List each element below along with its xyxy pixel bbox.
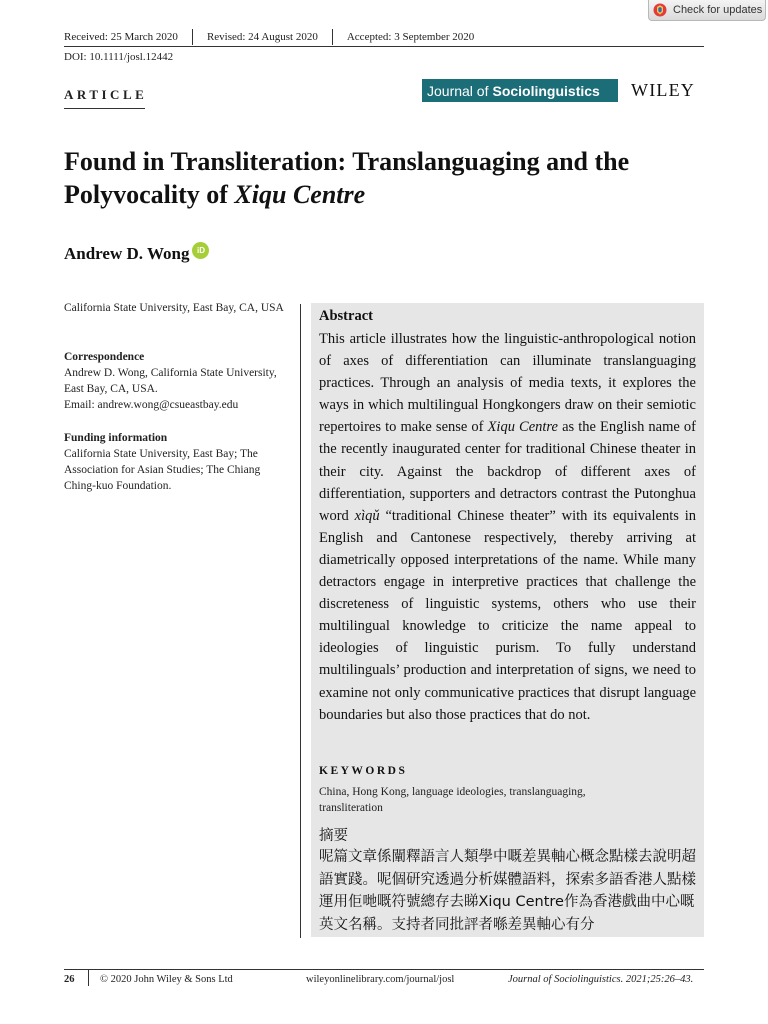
divider (192, 29, 193, 45)
revised-date: Revised: 24 August 2020 (206, 31, 318, 43)
abstract-italic: Xiqu Centre (487, 419, 558, 436)
divider (332, 29, 333, 45)
page-number: 26 (64, 974, 75, 985)
section-label: ARTICLE (64, 87, 148, 102)
column-divider (300, 304, 301, 938)
journal-url[interactable]: wileyonlinelibrary.com/journal/josl (306, 974, 455, 985)
funding-heading: Funding information (64, 432, 168, 444)
keywords-text: China, Hong Kong, language ideologies, translanguaging, transliteration (319, 786, 586, 814)
affiliation-text: California State University, East Bay, CA, USA (64, 302, 284, 314)
correspondence (64, 349, 286, 413)
title-line-2: Polyvocality of (64, 180, 235, 209)
funding-information (64, 430, 286, 494)
author (64, 244, 209, 264)
abstract-segment: as the English name of the recently inaugurated center for traditional Chinese theater in their city. Against the backdrop of different axes of differentiation, supporters and detractors contrast the Putonghua word (319, 419, 696, 524)
received-date: Received: 25 March 2020 (64, 31, 178, 43)
footer-divider (88, 969, 89, 986)
correspondence-heading: Correspondence (64, 351, 145, 363)
doi[interactable]: DOI: 10.1111/josl.12442 (64, 51, 174, 63)
abstract-segment: This article illustrates how the linguistic-anthropological notion of axes of differentiation can illuminate translanguaging practices. Through an analysis of media texts, it explores the ways in which multilingual Hongkongers draw on their semiotic repertoires to make sense of (319, 331, 696, 436)
abstract-segment: “traditional Chinese theater” with its equivalents in English and Cantonese respectively, thereby arriving at diametrically opposed interpretations of the name. While many detractors engage in interpretive practices that challenge the discreteness of linguistic systems, others who use their multilingual knowledge to criticize the name appeal to ideologies of linguistic purism. To fully understand multilinguals’ production and interpretation of signs, we need to examine not only communicative practices that disrupt language boundaries but also those practices that do not. (319, 507, 696, 723)
orcid-icon[interactable]: iD (192, 242, 209, 259)
article-title (64, 145, 724, 211)
journal-logo-prefix: Journal of (427, 82, 489, 99)
funding-text: California State University, East Bay; The Association for Asian Studies; The Chiang Ching-kuo Foundation. (64, 448, 261, 492)
abstract-heading: Abstract (319, 308, 373, 324)
section-rule (64, 108, 145, 109)
copyright: © 2020 John Wiley & Sons Ltd (100, 974, 233, 985)
abstract-italic: xìqǔ (354, 507, 380, 524)
journal-logo-name: Sociolinguistics (492, 82, 600, 99)
footer-rule (64, 969, 704, 970)
check-for-updates-label: Check for updates (673, 4, 763, 16)
check-for-updates-button[interactable] (648, 0, 766, 21)
chinese-abstract-text: 呢篇文章係闡釋語言人類學中嘅差異軸心概念點樣去說明超語實踐。呢個研究透過分析媒體語料，探索多語香港人點樣運用佢哋嘅符號總存去睇Xiqu Centre作為香港戲曲中心嘅英文名稱。支持者同批評者喺差異軸心有分 (319, 849, 696, 933)
publisher-logo[interactable]: WILEY (631, 80, 695, 100)
keywords-heading: KEYWORDS (319, 765, 408, 777)
journal-logo[interactable] (422, 79, 618, 102)
title-line-1: Found in Transliteration: Translanguaging and the (64, 147, 630, 176)
email-line (64, 397, 286, 413)
email-link[interactable]: andrew.wong@csueastbay.edu (97, 399, 239, 411)
crossmark-icon (653, 3, 667, 17)
chinese-abstract-heading: 摘要 (319, 828, 348, 844)
abstract-text (319, 328, 696, 726)
correspondence-text: Andrew D. Wong, California State University, East Bay, CA, USA. (64, 367, 277, 395)
title-italic: Xiqu Centre (234, 180, 366, 209)
affiliation (64, 300, 286, 316)
author-name: Andrew D. Wong (64, 244, 190, 263)
header-rule (64, 46, 704, 47)
citation: Journal of Sociolinguistics. 2021;25:26–43. (508, 974, 694, 985)
article-history (64, 29, 474, 45)
email-label: Email: (64, 399, 98, 411)
accepted-date: Accepted: 3 September 2020 (346, 31, 475, 43)
